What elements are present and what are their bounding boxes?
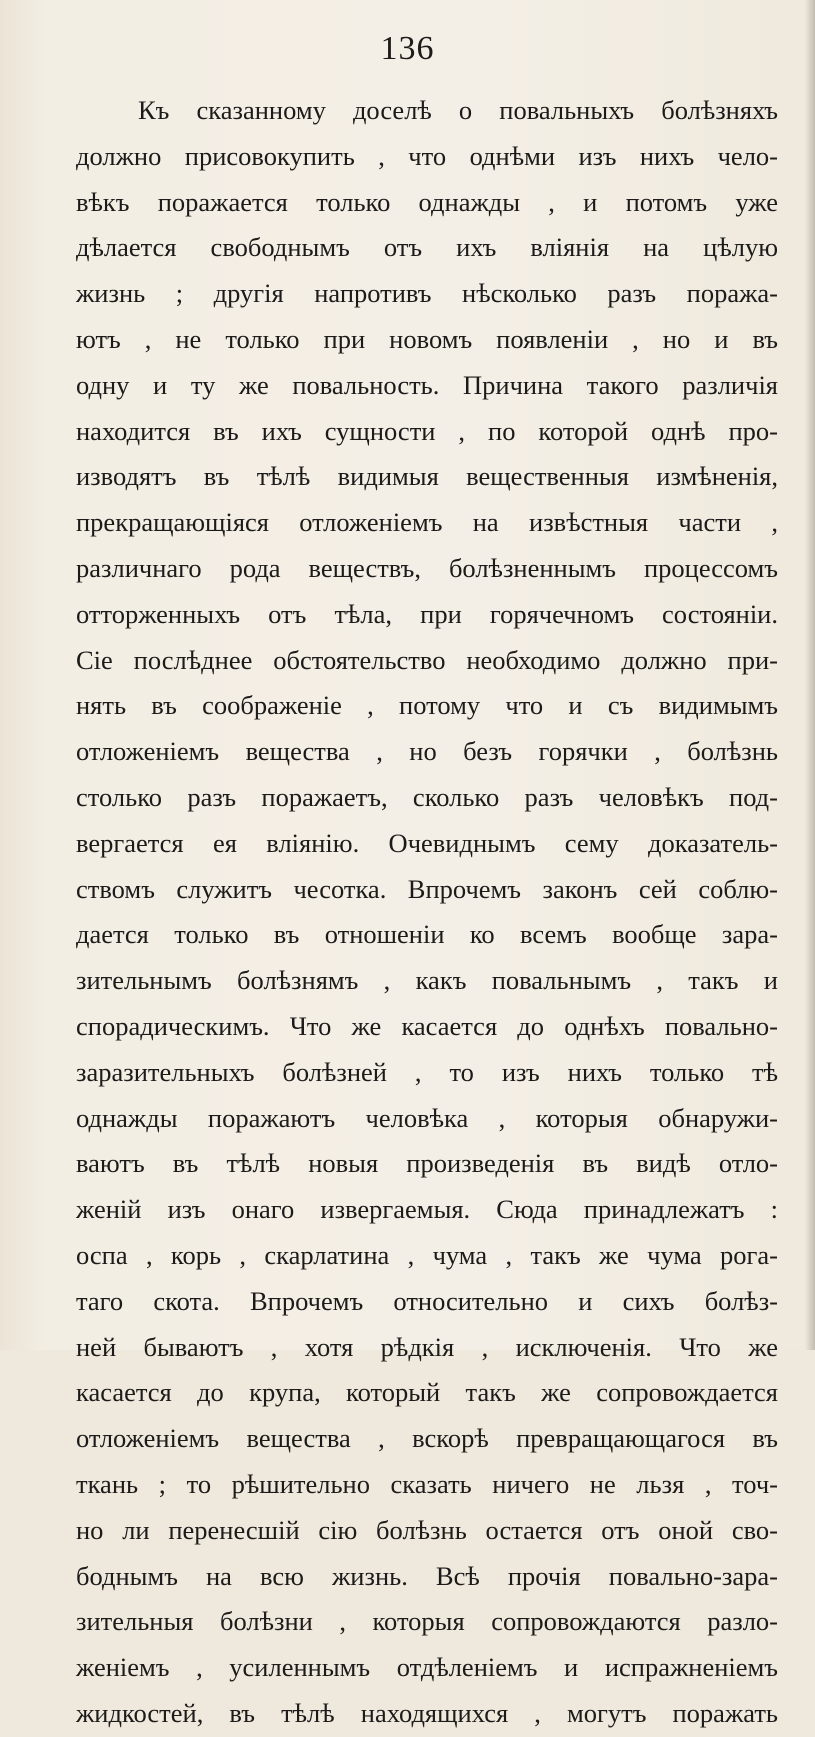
text-line: дѣлается свободнымъ отъ ихъ вліянія на цѣлую bbox=[76, 232, 778, 263]
text-line: одну и ту же повальность. Причина такого различія bbox=[76, 369, 778, 400]
text-line: боднымъ на всю жизнь. Всѣ прочія повально-зара- bbox=[76, 1560, 778, 1591]
text-line: прекращающіяся отложеніемъ на извѣстныя части , bbox=[76, 507, 778, 538]
page-number: 136 bbox=[380, 30, 435, 67]
text-line: но ли перенесшій сію болѣзнь остается отъ оной сво- bbox=[76, 1514, 778, 1545]
text-line: женіемъ , усиленнымъ отдѣленіемъ и испражненіемъ bbox=[76, 1652, 778, 1683]
page-edge-shadow bbox=[805, 0, 815, 1350]
text-line: Къ сказанному доселѣ о повальныхъ болѣзняхъ bbox=[138, 95, 778, 125]
text-line: жидкостей, въ тѣлѣ находящихся , могутъ поражать bbox=[76, 1697, 778, 1728]
text-line: женій изъ онаго извергаемыя. Сюда принадлежатъ : bbox=[76, 1194, 778, 1225]
text-line: должно присовокупить , что однѣми изъ нихъ чело- bbox=[76, 140, 778, 171]
text-line: различнаго рода веществъ, болѣзненнымъ процессомъ bbox=[76, 552, 778, 583]
text-line: зительнымъ болѣзнямъ , какъ повальнымъ , такъ и bbox=[76, 965, 778, 996]
body-text bbox=[76, 88, 778, 1737]
text-line: изводятъ въ тѣлѣ видимыя вещественныя измѣненія, bbox=[76, 461, 778, 492]
text-line: находится въ ихъ сущности , по которой однѣ про- bbox=[76, 415, 778, 446]
text-line: зительныя болѣзни , которыя сопровождаются разло- bbox=[76, 1606, 778, 1637]
text-line: оспа , корь , скарлатина , чума , такъ же чума рога- bbox=[76, 1239, 778, 1270]
text-line: спорадическимъ. Что же касается до однѣхъ повально- bbox=[76, 1010, 778, 1041]
text-line: однажды поражаютъ человѣка , которыя обнаружи- bbox=[76, 1102, 778, 1133]
text-line: таго скота. Впрочемъ относительно и сихъ болѣз- bbox=[76, 1285, 778, 1316]
text-line: дается только въ отношеніи ко всемъ вообще зара- bbox=[76, 919, 778, 950]
text-line: ютъ , не только при новомъ появленіи , но и въ bbox=[76, 323, 778, 354]
text-line: вѣкъ поражается только однажды , и потомъ уже bbox=[76, 186, 778, 217]
text-line: отложеніемъ вещества , вскорѣ превращающагося въ bbox=[76, 1423, 778, 1454]
text-line: отложеніемъ вещества , но безъ горячки , болѣзнь bbox=[76, 736, 778, 767]
text-line: ткань ; то рѣшительно сказать ничего не льзя , точ- bbox=[76, 1468, 778, 1499]
text-line: отторженныхъ отъ тѣла, при горячечномъ состояніи. bbox=[76, 598, 778, 629]
text-line: столько разъ поражаетъ, сколько разъ человѣкъ под- bbox=[76, 781, 778, 812]
text-line: ней бываютъ , хотя рѣдкія , исключенія. Что же bbox=[76, 1331, 778, 1362]
text-line: вергается ея вліянію. Очевиднымъ сему доказатель- bbox=[76, 827, 778, 858]
text-line: нять въ соображеніе , потому что и съ видимымъ bbox=[76, 690, 778, 721]
text-line: касается до крупа, который такъ же сопровождается bbox=[76, 1377, 778, 1408]
text-line: заразительныхъ болѣзней , то изъ нихъ только тѣ bbox=[76, 1056, 778, 1087]
text-line: ствомъ служитъ чесотка. Впрочемъ законъ сей соблю- bbox=[76, 873, 778, 904]
text-line: жизнь ; другія напротивъ нѣсколько разъ поража- bbox=[76, 278, 778, 309]
text-line: Сіе послѣднее обстоятельство необходимо должно при- bbox=[76, 644, 778, 675]
text-line: ваютъ въ тѣлѣ новыя произведенія въ видѣ отло- bbox=[76, 1148, 778, 1179]
